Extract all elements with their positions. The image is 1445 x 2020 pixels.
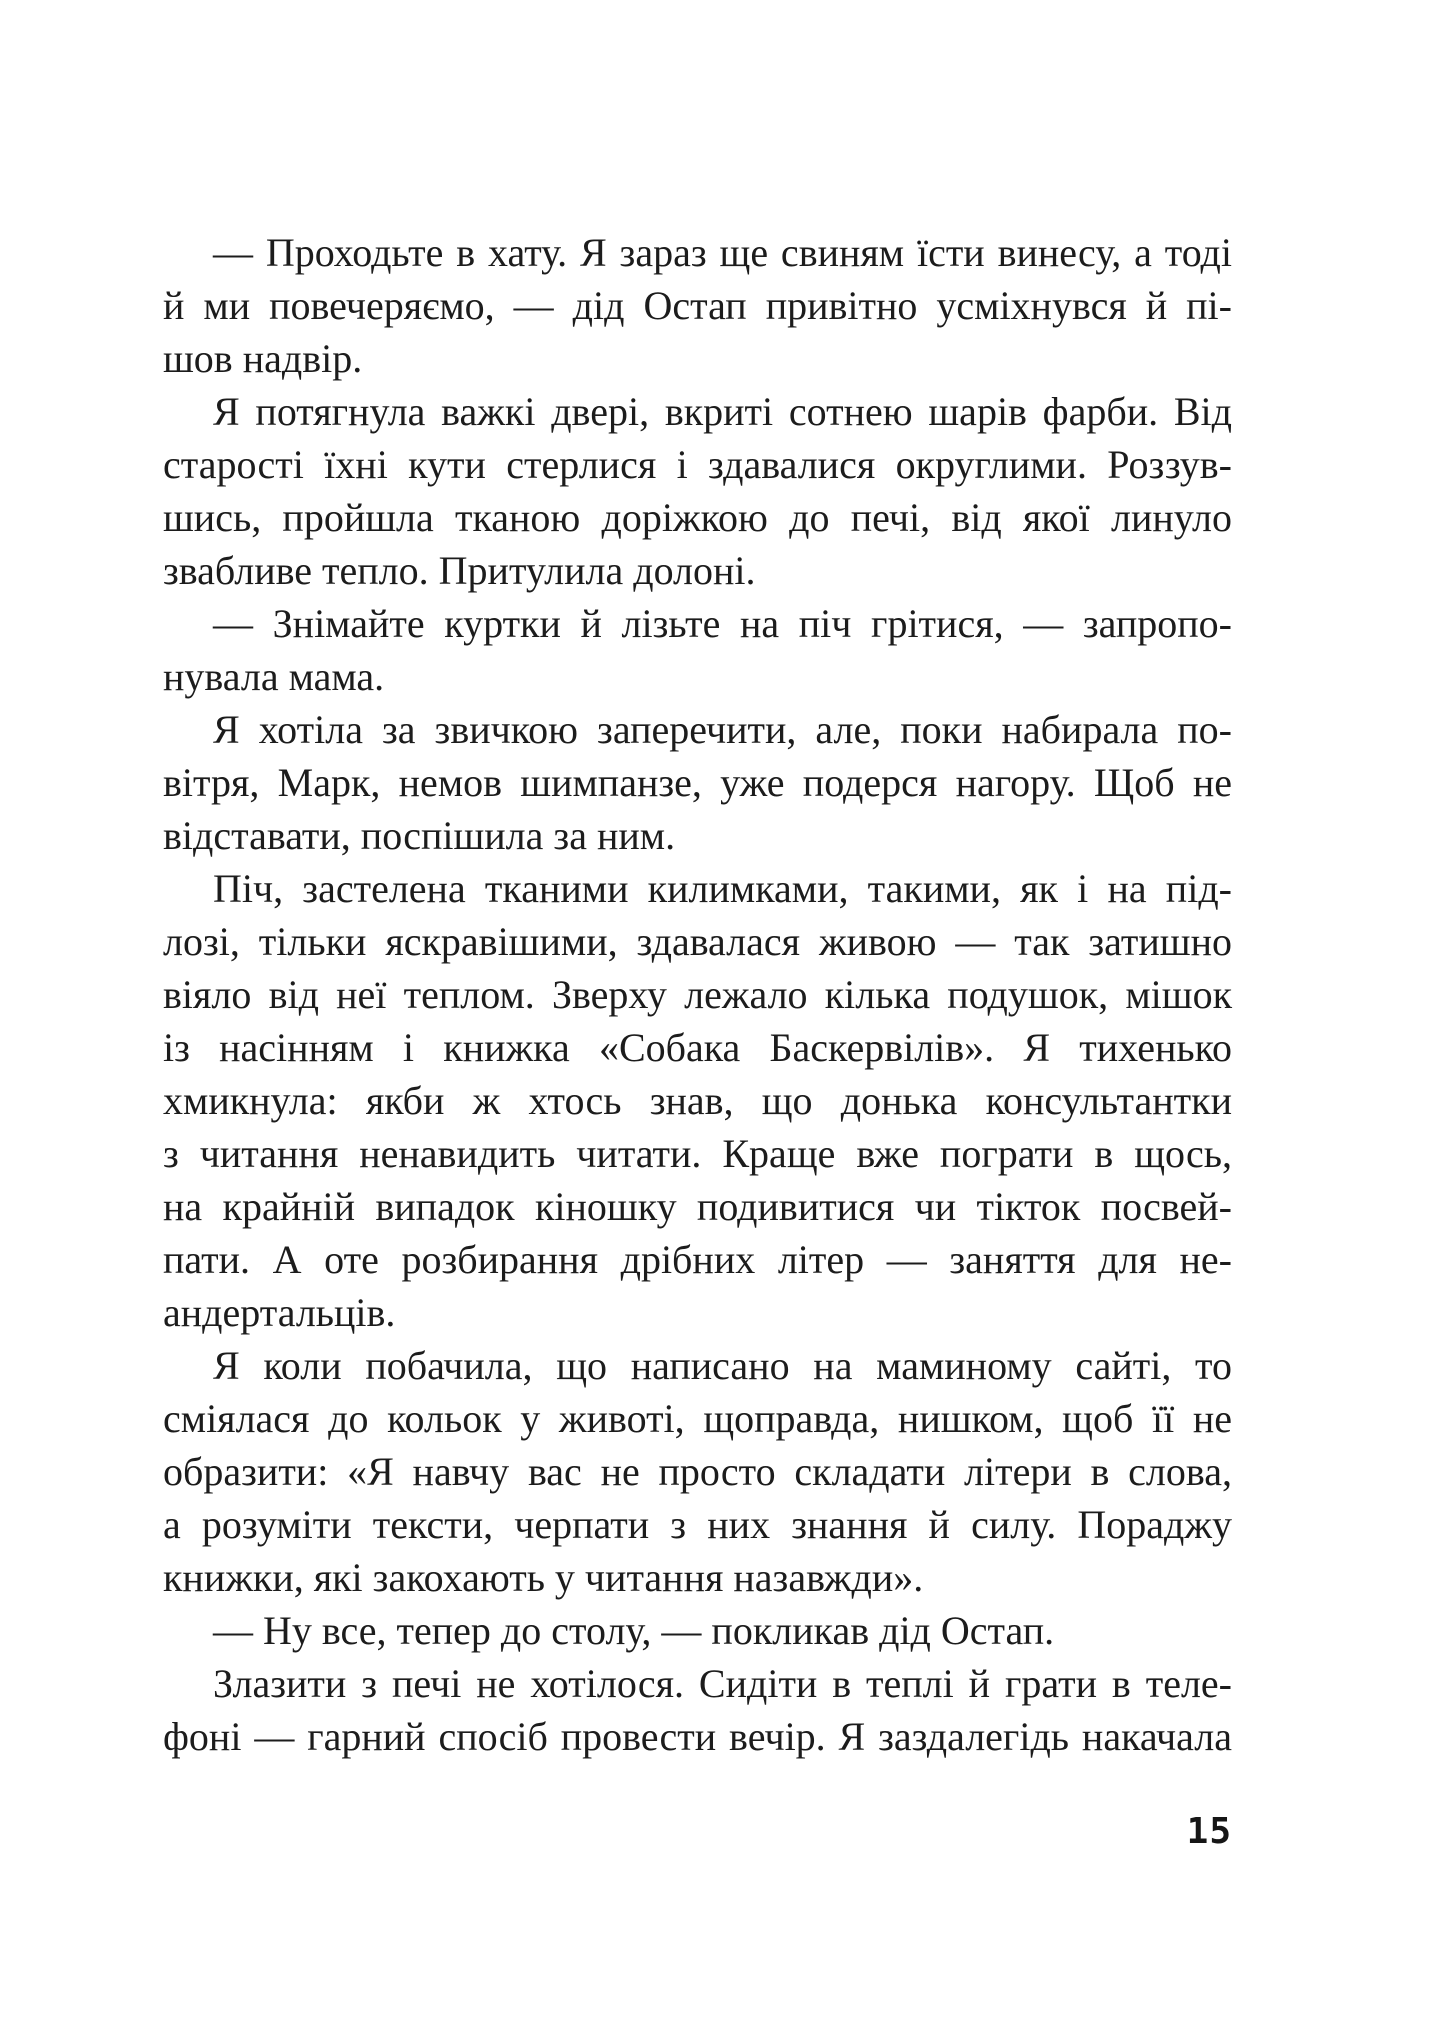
text-line: Я потягнула важкі двері, вкриті сотнею шарів фарби. Від	[213, 389, 1232, 434]
text-line: з читання ненавидить читати. Краще вже пограти в щось,	[163, 1131, 1232, 1176]
text-line: відставати, поспішила за ним.	[163, 813, 676, 858]
text-line: із насінням і книжка «Собака Баскервілів». Я тихенько	[163, 1025, 1232, 1070]
text-line: шов надвір.	[163, 336, 363, 381]
text-line: фоні — гарний спосіб провести вечір. Я заздалегідь накачала	[163, 1714, 1232, 1759]
text-line: пати. А оте розбирання дрібних літер — заняття для не-	[163, 1237, 1232, 1282]
text-line: вітря, Марк, немов шимпанзе, уже подерся нагору. Щоб не	[163, 760, 1232, 805]
text-line: лозі, тільки яскравішими, здавалася живою — так затишно	[163, 919, 1232, 964]
text-line: нувала мама.	[163, 654, 385, 699]
text-line: шись, пройшла тканою доріжкою до печі, від якої линуло	[163, 495, 1232, 540]
text-line: образити: «Я навчу вас не просто складати літери в слова,	[163, 1449, 1232, 1494]
text-line: книжки, які закохають у читання назавжди».	[163, 1555, 924, 1600]
page-number: 15	[1186, 1811, 1232, 1852]
text-line: — Ну все, тепер до столу, — покликав дід Остап.	[213, 1608, 1055, 1653]
text-line: віяло від неї теплом. Зверху лежало кілька подушок, мішок	[163, 972, 1232, 1017]
text-line: сміялася до кольок у животі, щоправда, нишком, щоб її не	[163, 1396, 1232, 1441]
text-line: хмикнула: якби ж хтось знав, що донька консультантки	[163, 1078, 1232, 1123]
text-line: андертальців.	[163, 1290, 396, 1335]
text-line: Я коли побачила, що написано на маминому сайті, то	[213, 1343, 1232, 1388]
text-line: — Знімайте куртки й лізьте на піч грітися, — запропо-	[213, 601, 1232, 646]
text-line: — Проходьте в хату. Я зараз ще свиням їсти винесу, а тоді	[213, 230, 1232, 275]
text-line: Піч, застелена тканими килимками, такими, як і на під-	[213, 866, 1232, 911]
text-line: Злазити з печі не хотілося. Сидіти в теплі й грати в теле-	[213, 1661, 1232, 1706]
text-line: на крайній випадок кіношку подивитися чи тікток посвей-	[163, 1184, 1232, 1229]
text-line: а розуміти тексти, черпати з них знання й силу. Пораджу	[163, 1502, 1232, 1547]
text-line: й ми повечеряємо, — дід Остап привітно усміхнувся й пі-	[163, 283, 1232, 328]
text-line: Я хотіла за звичкою заперечити, але, поки набирала по-	[213, 707, 1232, 752]
text-line: звабливе тепло. Притулила долоні.	[163, 548, 756, 593]
text-block	[163, 226, 1232, 1763]
text-line: старості їхні кути стерлися і здавалися округлими. Роззув-	[163, 442, 1232, 487]
